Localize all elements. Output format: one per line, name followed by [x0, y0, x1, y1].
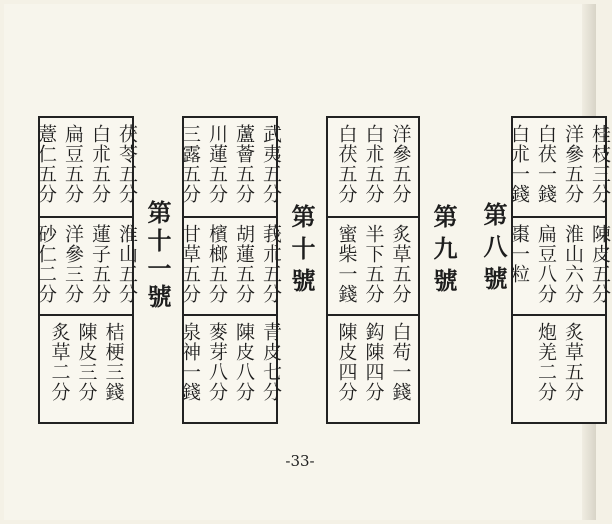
table-cell [328, 314, 418, 412]
prescription-table [35, 116, 138, 424]
herb-entry: 棗一粒 [508, 224, 530, 284]
herb-entry: 三露五分 [179, 124, 201, 204]
prescription-table [508, 116, 611, 424]
herb-entry: 白朮五分 [89, 124, 111, 204]
herb-entry: 砂仁二分 [35, 224, 57, 304]
page-number: -33- [285, 452, 315, 470]
table-cell [40, 314, 132, 412]
herb-entry: 陳皮八分 [233, 322, 255, 402]
table-cell [35, 216, 138, 314]
prescription-9 [326, 116, 461, 424]
herb-entry: 泉神一錢 [179, 322, 201, 402]
herb-entry: 白茯一錢 [535, 124, 557, 204]
table-cell [328, 216, 418, 314]
prescription-8 [470, 116, 611, 424]
herb-entry: 炙草五分 [562, 322, 584, 402]
table-cell [179, 216, 282, 314]
herb-entry: 白朮五分 [362, 124, 385, 204]
herb-entry: 陳皮五分 [589, 224, 611, 304]
herb-entry: 扁豆八分 [535, 224, 557, 304]
herb-entry: 胡蓮五分 [233, 224, 255, 304]
prescription-table [326, 116, 420, 424]
table-cell [179, 314, 282, 412]
herb-entry: 麥芽八分 [206, 322, 228, 402]
prescription-title: 第十號 [287, 204, 316, 300]
herb-entry: 鈎陳四分 [362, 322, 385, 402]
herb-entry: 蘆薈五分 [233, 124, 255, 204]
herb-entry: 白朮一錢 [508, 124, 530, 204]
table-cell [513, 314, 605, 412]
prescription-table [179, 116, 282, 424]
herb-entry: 陳皮四分 [335, 322, 358, 402]
herb-entry: 炙草二分 [48, 322, 71, 402]
herb-entry: 淮山六分 [562, 224, 584, 304]
herb-entry: 炙草五分 [389, 224, 412, 304]
prescription-11 [35, 116, 175, 424]
herb-entry: 桂枝三分 [589, 124, 611, 204]
herb-entry: 淮山五分 [116, 224, 138, 304]
prescription-10 [179, 116, 319, 424]
prescription-title: 第八號 [479, 202, 508, 298]
table-cell [508, 118, 611, 216]
herb-entry: 扁豆五分 [62, 124, 84, 204]
herb-entry: 白苟一錢 [389, 322, 412, 402]
table-cell [508, 216, 611, 314]
herb-entry: 炮羌二分 [535, 322, 557, 402]
herb-entry: 桔梗三錢 [102, 322, 125, 402]
table-cell [179, 118, 282, 216]
prescription-title: 第十一號 [143, 200, 172, 312]
herb-entry: 檳榔五分 [206, 224, 228, 304]
herb-entry: 白茯五分 [335, 124, 358, 204]
herb-entry: 洋參五分 [389, 124, 412, 204]
prescription-title: 第九號 [429, 204, 458, 300]
herb-entry: 陳皮三分 [75, 322, 98, 402]
table-cell [328, 118, 418, 216]
herb-entry: 青皮七分 [260, 322, 282, 402]
herb-entry: 半下五分 [362, 224, 385, 304]
herb-entry: 洋參三分 [62, 224, 84, 304]
table-cell [35, 118, 138, 216]
herb-entry: 川蓮五分 [206, 124, 228, 204]
herb-entry: 武夷五分 [260, 124, 282, 204]
herb-entry: 蜜柴一錢 [335, 224, 358, 304]
herb-entry: 蓮子五分 [89, 224, 111, 304]
herb-entry: 莪朮五分 [260, 224, 282, 304]
herb-entry: 洋參五分 [562, 124, 584, 204]
herb-entry: 茯苓五分 [116, 124, 138, 204]
herb-entry: 甘草五分 [179, 224, 201, 304]
herb-entry: 薏仁五分 [35, 124, 57, 204]
